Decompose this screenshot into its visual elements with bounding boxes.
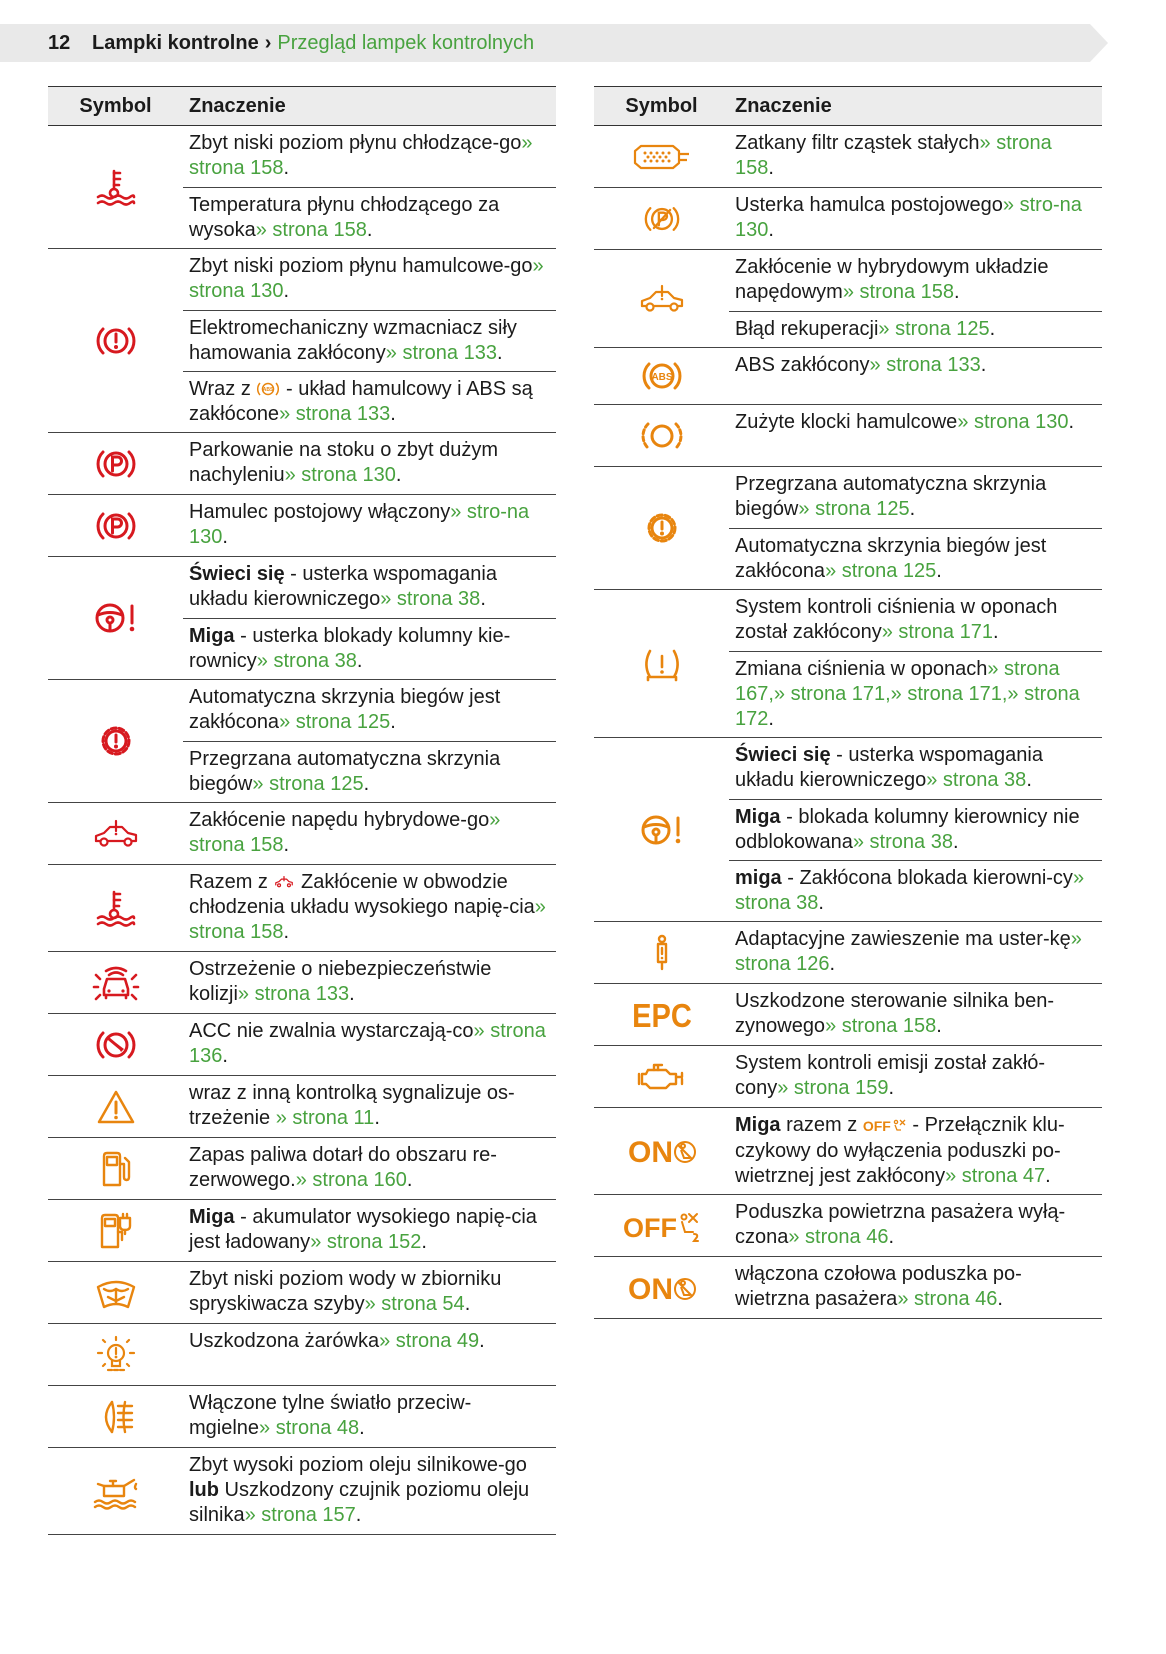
list-item: Zużyte klocki hamulcowe» strona 130.: [735, 411, 1075, 433]
table-row: [48, 803, 556, 865]
table-row: [594, 405, 1102, 467]
list-item: Uszkodzone sterowanie silnika ben-zynowego» strona 158.: [735, 990, 1055, 1037]
table-row: [594, 738, 1102, 922]
parking-brake-icon: [594, 188, 729, 249]
list-item: Temperatura płynu chłodzącego za wysoka» strona 158.: [183, 187, 556, 248]
particle-filter-icon: [594, 126, 729, 187]
page-reference-link[interactable]: » strona 125: [878, 318, 990, 340]
table-row: [48, 1014, 556, 1076]
table-row: [48, 1448, 556, 1535]
section-title: Lampki kontrolne: [92, 31, 259, 54]
table-row: [48, 1324, 556, 1386]
list-item: Zbyt niski poziom płynu chłodzące-go» strona 158.: [189, 132, 533, 179]
table-header: [48, 86, 556, 126]
engine-check-icon: [594, 1046, 729, 1107]
page-reference-link[interactable]: » strona 171: [881, 621, 993, 643]
svg-text:ABS: ABS: [263, 387, 274, 393]
table-row: [594, 1046, 1102, 1108]
list-item: Miga - usterka blokady kolumny kie-rownicy» strona 38.: [183, 618, 556, 679]
list-item: Automatyczna skrzynia biegów jest zakłócona» strona 125.: [729, 528, 1102, 589]
steering-icon: [48, 557, 183, 679]
page-reference-link[interactable]: » strona 158: [842, 281, 955, 303]
hybrid-drive-icon: [594, 250, 729, 347]
table-row: [594, 922, 1102, 984]
list-item: Zbyt niski poziom wody w zbiorniku spryskiwacza szyby» strona 54.: [189, 1268, 502, 1315]
brake-pads-icon: [594, 405, 729, 466]
symbol-header: Symbol: [79, 94, 152, 117]
list-item: ACC nie zwalnia wystarczają-co» strona 136.: [189, 1020, 546, 1067]
meaning-header: Znaczenie: [735, 94, 832, 117]
table-row: [48, 680, 556, 803]
rear-fog-light-icon: [48, 1386, 183, 1447]
list-item: Przegrzana automatyczna skrzynia biegów» strona 125.: [735, 473, 1047, 520]
page-reference-link[interactable]: » strona 133: [869, 354, 981, 376]
symbol-header: Symbol: [625, 94, 698, 117]
table-row: [594, 467, 1102, 590]
svg-text:ABS: ABS: [650, 372, 673, 383]
list-item: Świeci się - usterka wspomagania układu kierowniczego» strona 38.: [189, 563, 497, 610]
list-item: włączona czołowa poduszka po-wietrzna pasażera» strona 46.: [735, 1263, 1022, 1310]
table-row: [48, 126, 556, 249]
list-item: Zbyt niski poziom płynu hamulcowe-go» strona 130.: [189, 255, 544, 302]
gearbox-icon: [594, 467, 729, 589]
svg-text:EPC: EPC: [631, 996, 692, 1034]
page-reference-link[interactable]: » strona 157: [244, 1504, 356, 1526]
epc-icon: [594, 984, 729, 1045]
meaning-header: Znaczenie: [189, 94, 286, 117]
page-reference-link[interactable]: » strona 160: [295, 1169, 407, 1191]
list-item: Przegrzana automatyczna skrzynia biegów» strona 125.: [183, 741, 556, 802]
page-reference-link[interactable]: » strona 38: [380, 588, 481, 610]
page-reference-link[interactable]: » strona 125: [252, 773, 364, 795]
page-reference-link[interactable]: » strona 11: [275, 1107, 375, 1129]
list-item: Razem z Zakłócenie w obwodzie chłodzenia układu wysokiego napię-cia» strona 158.: [189, 871, 546, 943]
warning-triangle-icon: [48, 1076, 183, 1137]
list-item: System kontroli emisji został zakłó-cony» strona 159.: [735, 1052, 1046, 1099]
page-reference-link[interactable]: » strona 46: [897, 1288, 998, 1310]
page-number: 12: [48, 31, 71, 54]
list-item: Uszkodzona żarówka» strona 49.: [189, 1330, 485, 1352]
page-reference-link[interactable]: » strona 158: [189, 132, 533, 179]
acc-icon: [48, 1014, 183, 1075]
list-item: Wraz z ABS - układ hamulcowy i ABS są zakłócone» strona 133.: [183, 371, 556, 432]
parking-brake-icon: [48, 495, 183, 556]
right-table: [594, 86, 1102, 1319]
table-row: [48, 495, 556, 557]
page-reference-link[interactable]: » strona 125: [279, 711, 391, 733]
collision-warning-icon: [48, 952, 183, 1013]
table-row: [48, 1076, 556, 1138]
table-header: [594, 86, 1102, 126]
page-reference-link[interactable]: » strona 158: [189, 896, 546, 943]
page-reference-link[interactable]: » strona 47: [945, 1165, 1046, 1187]
abs-icon: [594, 348, 729, 404]
header-arrow-tip: [1090, 24, 1108, 62]
table-row: [48, 557, 556, 680]
page-reference-link[interactable]: » strona 48: [259, 1417, 360, 1439]
list-item: Błąd rekuperacji» strona 125.: [729, 311, 1102, 347]
page-reference-link[interactable]: » strona 49: [379, 1330, 480, 1352]
page-reference-link[interactable]: » strona 136: [189, 1020, 546, 1067]
svg-text:ON: ON: [627, 1136, 673, 1169]
list-item: Włączone tylne światło przeciw-mgielne» strona 48.: [189, 1392, 472, 1439]
page-reference-link[interactable]: » strona 158: [825, 1015, 937, 1037]
page-reference-link[interactable]: » strona 46: [788, 1226, 889, 1248]
page-reference-link[interactable]: » strona 159: [777, 1077, 889, 1099]
breadcrumb-separator: ›: [264, 31, 272, 54]
page-reference-link[interactable]: » strona 133: [237, 983, 350, 1005]
page-reference-link[interactable]: » strona 54: [364, 1293, 465, 1315]
table-row: [48, 1262, 556, 1324]
list-item: Miga - akumulator wysokiego napię-cia jest ładowany» strona 152.: [189, 1206, 537, 1253]
list-item: wraz z inną kontrolką sygnalizuje os-trzeżenie » strona 11.: [189, 1082, 515, 1129]
table-row: [594, 590, 1102, 738]
oil-level-icon: [48, 1448, 183, 1534]
page-reference-link[interactable]: » strona 125: [798, 498, 910, 520]
hv-battery-charging-icon: [48, 1200, 183, 1261]
adaptive-suspension-icon: [594, 922, 729, 983]
page-reference-link[interactable]: » strona 167,» strona 171,» strona 171,» strona 172: [735, 658, 1080, 730]
list-item: Zapas paliwa dotarł do obszaru re-zerwowego.» strona 160.: [189, 1144, 497, 1191]
list-item: Adaptacyjne zawieszenie ma uster-kę» strona 126.: [735, 928, 1082, 975]
washer-fluid-icon: [48, 1262, 183, 1323]
page-reference-link[interactable]: » strona 152: [310, 1231, 422, 1253]
airbag-on-icon: [594, 1108, 729, 1194]
airbag-off-icon: [594, 1195, 729, 1256]
list-item: Miga - blokada kolumny kierownicy nie odblokowana» strona 38.: [729, 799, 1102, 860]
subsection-title: Przegląd lampek kontrolnych: [277, 31, 535, 54]
table-row: [48, 1200, 556, 1262]
table-row: [48, 249, 556, 433]
list-item: System kontroli ciśnienia w oponach został zakłócony» strona 171.: [735, 596, 1058, 643]
coolant-temperature-icon: [48, 865, 183, 951]
table-row: [594, 126, 1102, 188]
list-item: Zakłócenie napędu hybrydowe-go» strona 158.: [189, 809, 501, 856]
bulb-failure-icon: [48, 1324, 183, 1385]
svg-text:OFF: OFF: [622, 1212, 677, 1243]
list-item: ABS zakłócony» strona 133.: [735, 354, 987, 376]
hybrid-drive-icon: [48, 803, 183, 864]
page-reference-link[interactable]: » strona 133: [385, 342, 497, 364]
airbag-on-icon: [594, 1257, 729, 1318]
table-row: [594, 1195, 1102, 1257]
airbag-small-icon: [891, 1118, 907, 1132]
page-reference-link[interactable]: » stro-na 130: [189, 501, 530, 548]
list-item: Zakłócenie w hybrydowym układzie napędowym» strona 158.: [735, 256, 1049, 303]
list-item: Hamulec postojowy włączony» stro-na 130.: [189, 501, 530, 548]
table-row: [48, 1386, 556, 1448]
page-reference-link[interactable]: » strona 130: [189, 255, 544, 302]
list-item: miga - Zakłócona blokada kierowni-cy» strona 38.: [729, 860, 1102, 921]
table-row: [594, 348, 1102, 405]
airbag-off-inline-label: OFF: [862, 1118, 891, 1134]
page-reference-link[interactable]: » strona 38: [926, 769, 1027, 791]
page-reference-link[interactable]: » strona 130: [284, 464, 396, 486]
list-item: Miga razem z OFF - Przełącznik klu-czykowy do wyłączenia poduszki po-wietrznej jest zakłócony» strona 47.: [735, 1114, 1065, 1187]
list-item: Zatkany filtr cząstek stałych» strona 158.: [735, 132, 1052, 179]
page-header: [0, 24, 1090, 62]
left-table: [48, 86, 556, 1535]
table-row: [48, 952, 556, 1014]
table-row: [48, 1138, 556, 1200]
page-reference-link[interactable]: » strona 126: [735, 928, 1082, 975]
table-row: [48, 433, 556, 495]
list-item: Elektromechaniczny wzmacniacz siły hamowania zakłócony» strona 133.: [183, 310, 556, 371]
steering-icon: [594, 738, 729, 921]
list-item: Parkowanie na stoku o zbyt dużym nachyleniu» strona 130.: [189, 439, 499, 486]
page-reference-link[interactable]: » strona 38: [256, 650, 357, 672]
gearbox-icon: [48, 680, 183, 802]
page-reference-link[interactable]: » strona 125: [825, 560, 937, 582]
list-item: Ostrzeżenie o niebezpieczeństwie kolizji» strona 133.: [189, 958, 492, 1005]
list-item: Usterka hamulca postojowego» stro-na 130.: [735, 194, 1082, 241]
list-item: Automatyczna skrzynia biegów jest zakłócona» strona 125.: [189, 686, 501, 733]
table-row: [48, 865, 556, 952]
table-row: [594, 984, 1102, 1046]
page-reference-link[interactable]: » strona 130: [957, 411, 1069, 433]
fuel-icon: [48, 1138, 183, 1199]
page-reference-link[interactable]: » strona 158: [735, 132, 1052, 179]
hybrid-drive-small-icon: [273, 875, 295, 889]
abs-small-icon: [256, 381, 280, 397]
brake-system-icon: [48, 249, 183, 432]
page-reference-link[interactable]: » strona 133: [279, 403, 391, 425]
list-item: Zmiana ciśnienia w oponach» strona 167,» strona 171,» strona 171,» strona 172.: [729, 651, 1102, 737]
list-item: Zbyt wysoki poziom oleju silnikowe-go lub Uszkodzony czujnik poziomu oleju silnika» strona 157.: [189, 1454, 530, 1526]
table-row: [594, 188, 1102, 250]
tyre-pressure-icon: [594, 590, 729, 737]
table-row: [594, 1257, 1102, 1319]
page-reference-link[interactable]: » strona 38: [852, 831, 953, 853]
table-row: [594, 1108, 1102, 1195]
coolant-temperature-icon: [48, 126, 183, 248]
page-reference-link[interactable]: » stro-na 130: [735, 194, 1082, 241]
list-item: Świeci się - usterka wspomagania układu kierowniczego» strona 38.: [735, 744, 1043, 791]
svg-text:ON: ON: [627, 1272, 673, 1306]
page-reference-link[interactable]: » strona 158: [255, 219, 367, 241]
list-item: Poduszka powietrzna pasażera wyłą-czona» strona 46.: [735, 1201, 1066, 1248]
page-reference-link[interactable]: » strona 158: [189, 809, 501, 856]
table-row: [594, 250, 1102, 348]
page-reference-link[interactable]: » strona 38: [735, 867, 1085, 914]
parking-brake-icon: [48, 433, 183, 494]
